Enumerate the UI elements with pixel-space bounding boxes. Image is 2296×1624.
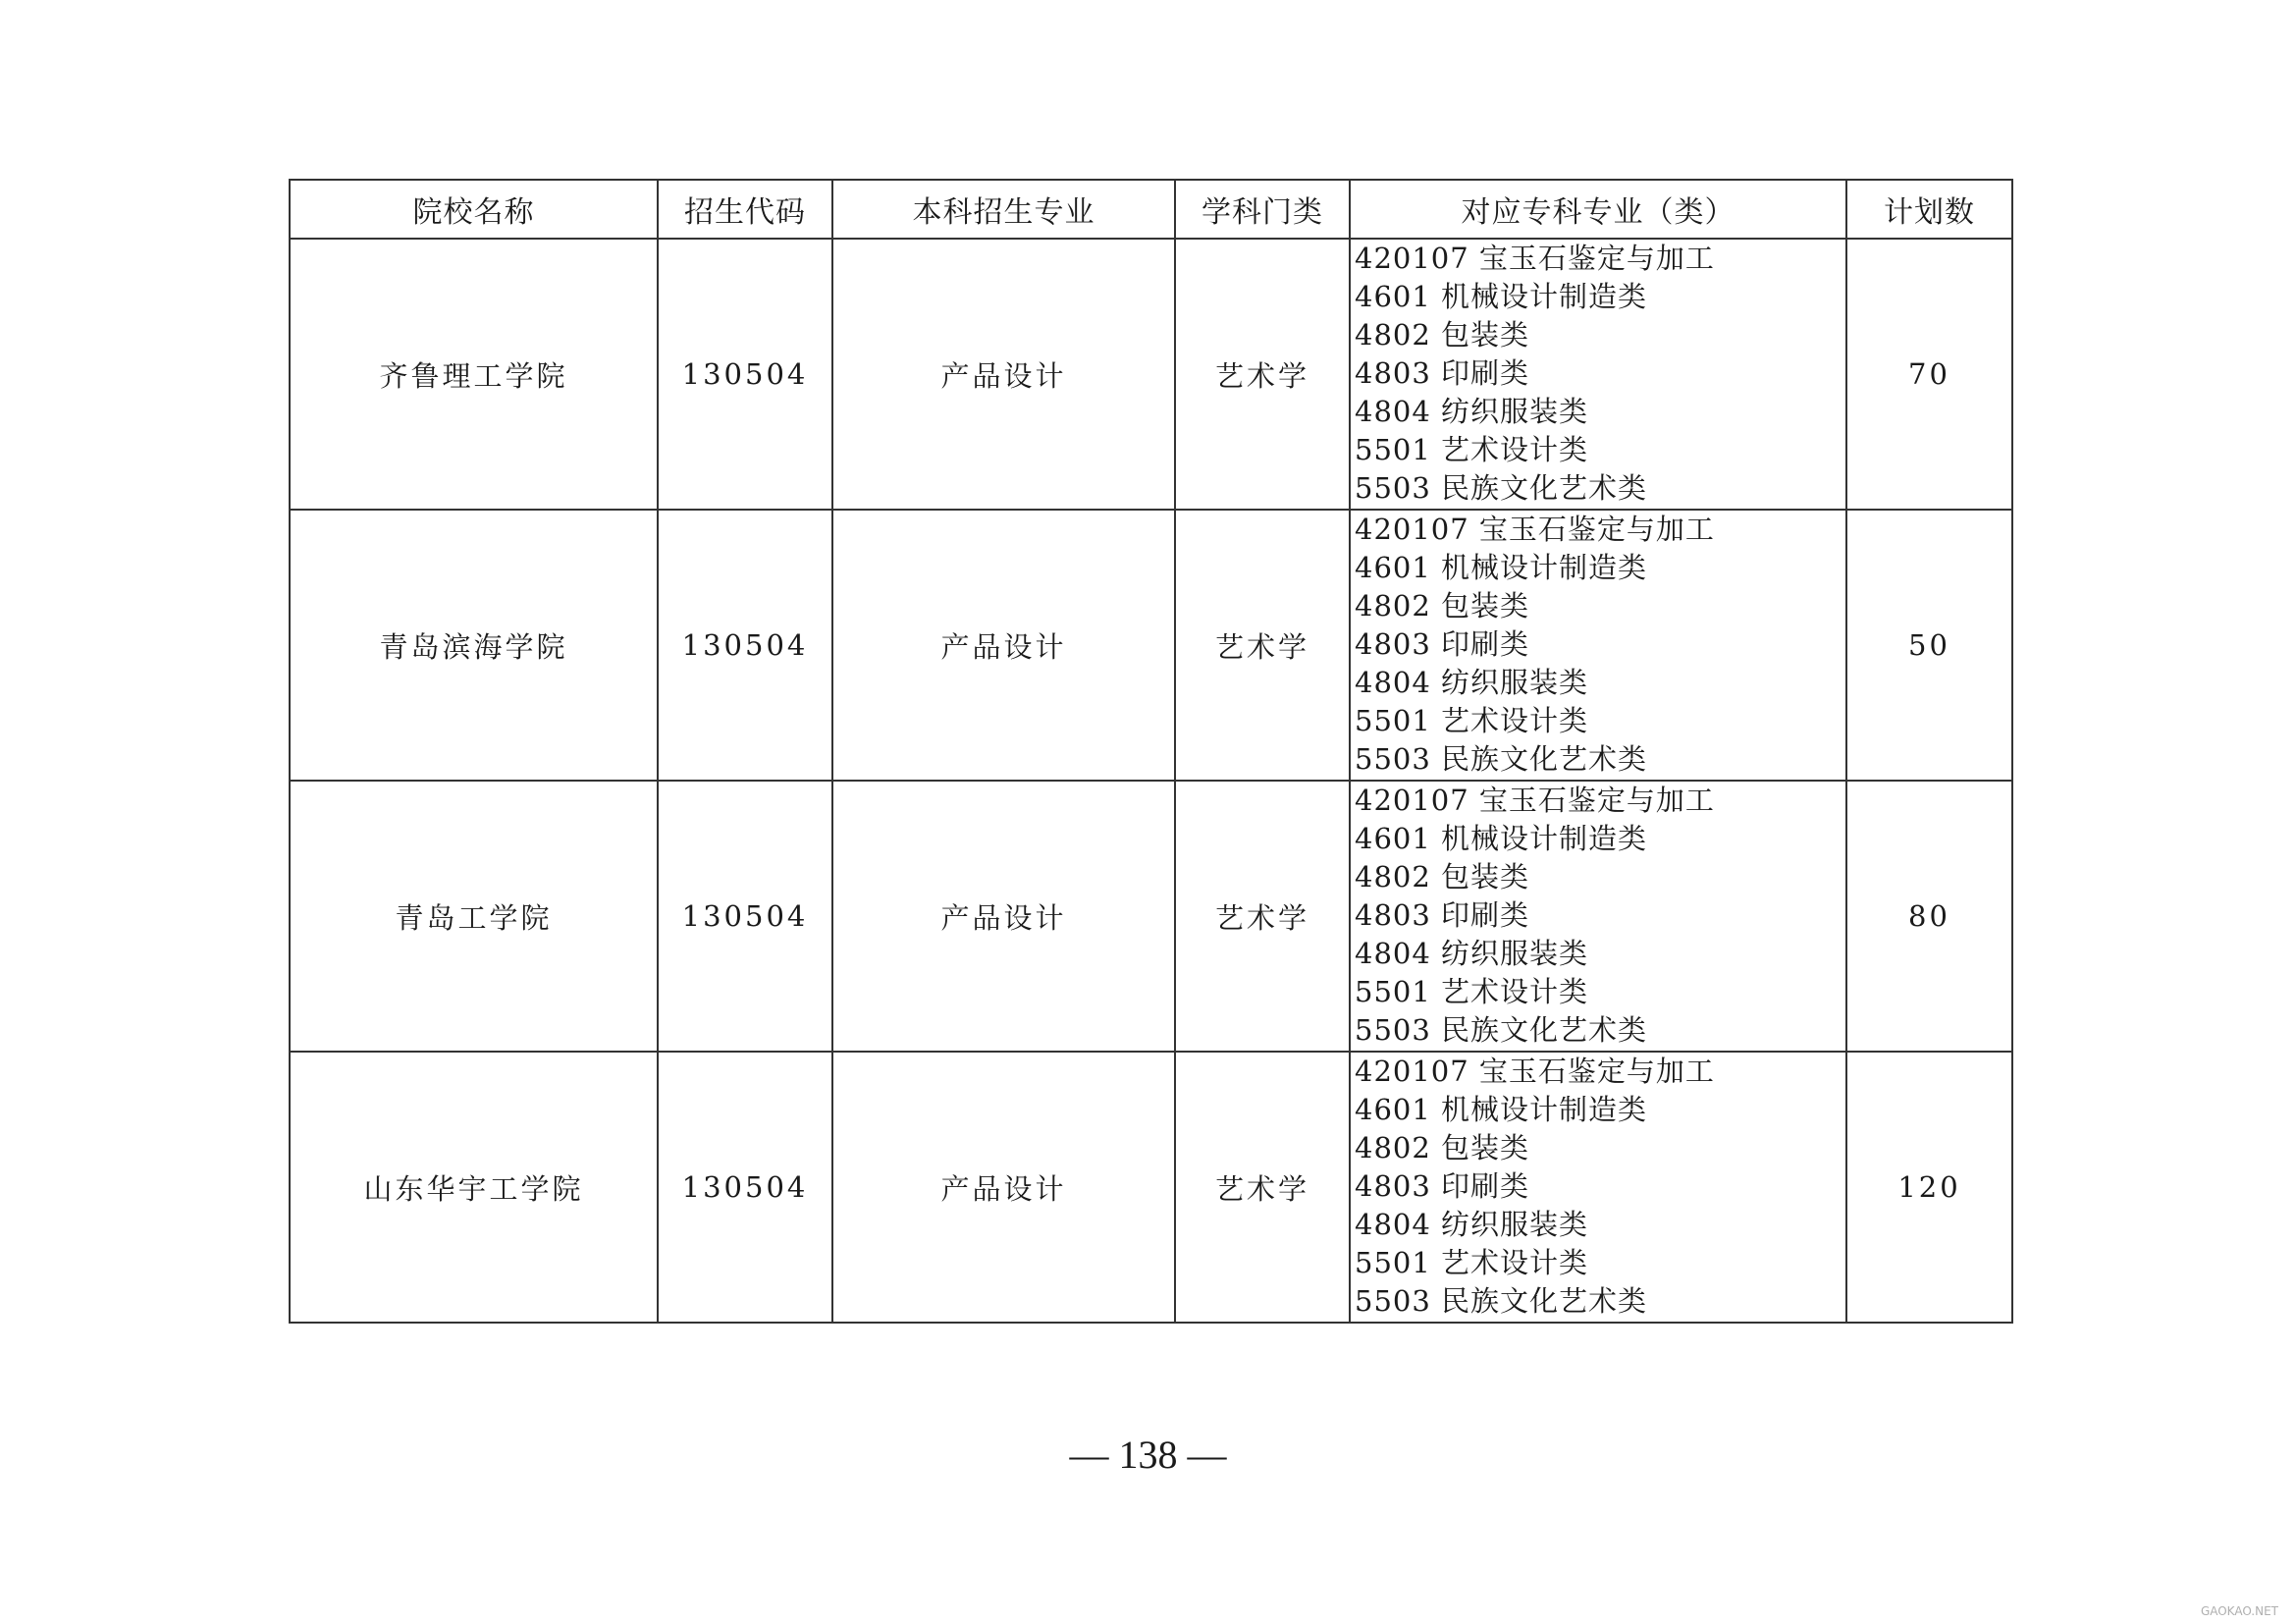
related-major-item: 4804 纺织服装类 bbox=[1355, 1208, 1589, 1241]
plan-count-cell: 50 bbox=[1846, 510, 2012, 781]
watermark: GAOKAO.NET bbox=[2200, 1604, 2278, 1618]
discipline-cell: 艺术学 bbox=[1175, 239, 1350, 510]
related-major-item: 4803 印刷类 bbox=[1355, 1169, 1530, 1203]
major-cell: 产品设计 bbox=[832, 1052, 1175, 1323]
major-cell: 产品设计 bbox=[832, 781, 1175, 1052]
related-major-item: 4803 印刷类 bbox=[1355, 898, 1530, 932]
related-majors-cell bbox=[1350, 510, 1846, 781]
enroll-code-cell: 130504 bbox=[658, 239, 832, 510]
related-major-item: 4804 纺织服装类 bbox=[1355, 395, 1589, 428]
related-major-item: 420107 宝玉石鉴定与加工 bbox=[1355, 242, 1715, 275]
enroll-code-cell: 130504 bbox=[658, 781, 832, 1052]
page-number: — 138 — bbox=[1069, 1433, 1227, 1477]
related-major-item: 4803 印刷类 bbox=[1355, 627, 1530, 661]
header-plan-count: 计划数 bbox=[1846, 180, 2012, 239]
header-enroll-code: 招生代码 bbox=[658, 180, 832, 239]
related-major-item: 4802 包装类 bbox=[1355, 860, 1530, 893]
related-major-item: 4803 印刷类 bbox=[1355, 356, 1530, 390]
major-cell: 产品设计 bbox=[832, 510, 1175, 781]
related-major-item: 4802 包装类 bbox=[1355, 318, 1530, 352]
related-major-item: 4804 纺织服装类 bbox=[1355, 937, 1589, 970]
header-row bbox=[290, 180, 2012, 239]
related-major-item: 5503 民族文化艺术类 bbox=[1355, 471, 1648, 505]
header-discipline: 学科门类 bbox=[1175, 180, 1350, 239]
related-major-item: 4601 机械设计制造类 bbox=[1355, 551, 1648, 584]
related-major-item: 4802 包装类 bbox=[1355, 1131, 1530, 1164]
discipline-cell: 艺术学 bbox=[1175, 510, 1350, 781]
related-major-item: 5501 艺术设计类 bbox=[1355, 433, 1589, 466]
table-row bbox=[290, 510, 2012, 781]
related-major-item: 420107 宝玉石鉴定与加工 bbox=[1355, 1055, 1715, 1088]
related-major-item: 420107 宝玉石鉴定与加工 bbox=[1355, 513, 1715, 546]
related-majors-cell bbox=[1350, 1052, 1846, 1323]
header-school-name: 院校名称 bbox=[290, 180, 658, 239]
table-row bbox=[290, 239, 2012, 510]
major-cell: 产品设计 bbox=[832, 239, 1175, 510]
plan-count-cell: 70 bbox=[1846, 239, 2012, 510]
header-undergrad-major: 本科招生专业 bbox=[832, 180, 1175, 239]
school-name-cell: 齐鲁理工学院 bbox=[290, 239, 658, 510]
discipline-cell: 艺术学 bbox=[1175, 1052, 1350, 1323]
related-major-item: 5503 民族文化艺术类 bbox=[1355, 1013, 1648, 1047]
related-major-item: 5501 艺术设计类 bbox=[1355, 975, 1589, 1008]
enrollment-plan-table bbox=[289, 179, 2013, 1324]
school-name-cell: 青岛滨海学院 bbox=[290, 510, 658, 781]
enroll-code-cell: 130504 bbox=[658, 510, 832, 781]
table-header bbox=[290, 180, 2012, 239]
related-major-item: 5501 艺术设计类 bbox=[1355, 1246, 1589, 1279]
related-major-item: 5503 民族文化艺术类 bbox=[1355, 742, 1648, 776]
table-body bbox=[290, 239, 2012, 1323]
school-name-cell: 青岛工学院 bbox=[290, 781, 658, 1052]
related-majors-cell bbox=[1350, 239, 1846, 510]
related-major-item: 4601 机械设计制造类 bbox=[1355, 280, 1648, 313]
table-row bbox=[290, 781, 2012, 1052]
related-major-item: 4802 包装类 bbox=[1355, 589, 1530, 623]
related-majors-cell bbox=[1350, 781, 1846, 1052]
related-major-item: 4804 纺织服装类 bbox=[1355, 666, 1589, 699]
table-row bbox=[290, 1052, 2012, 1323]
discipline-cell: 艺术学 bbox=[1175, 781, 1350, 1052]
related-major-item: 4601 机械设计制造类 bbox=[1355, 822, 1648, 855]
enroll-code-cell: 130504 bbox=[658, 1052, 832, 1323]
related-major-item: 420107 宝玉石鉴定与加工 bbox=[1355, 784, 1715, 817]
related-major-item: 5501 艺术设计类 bbox=[1355, 704, 1589, 737]
related-major-item: 4601 机械设计制造类 bbox=[1355, 1093, 1648, 1126]
header-related-majors: 对应专科专业（类） bbox=[1350, 180, 1846, 239]
school-name-cell: 山东华宇工学院 bbox=[290, 1052, 658, 1323]
related-major-item: 5503 民族文化艺术类 bbox=[1355, 1284, 1648, 1318]
plan-count-cell: 80 bbox=[1846, 781, 2012, 1052]
plan-count-cell: 120 bbox=[1846, 1052, 2012, 1323]
